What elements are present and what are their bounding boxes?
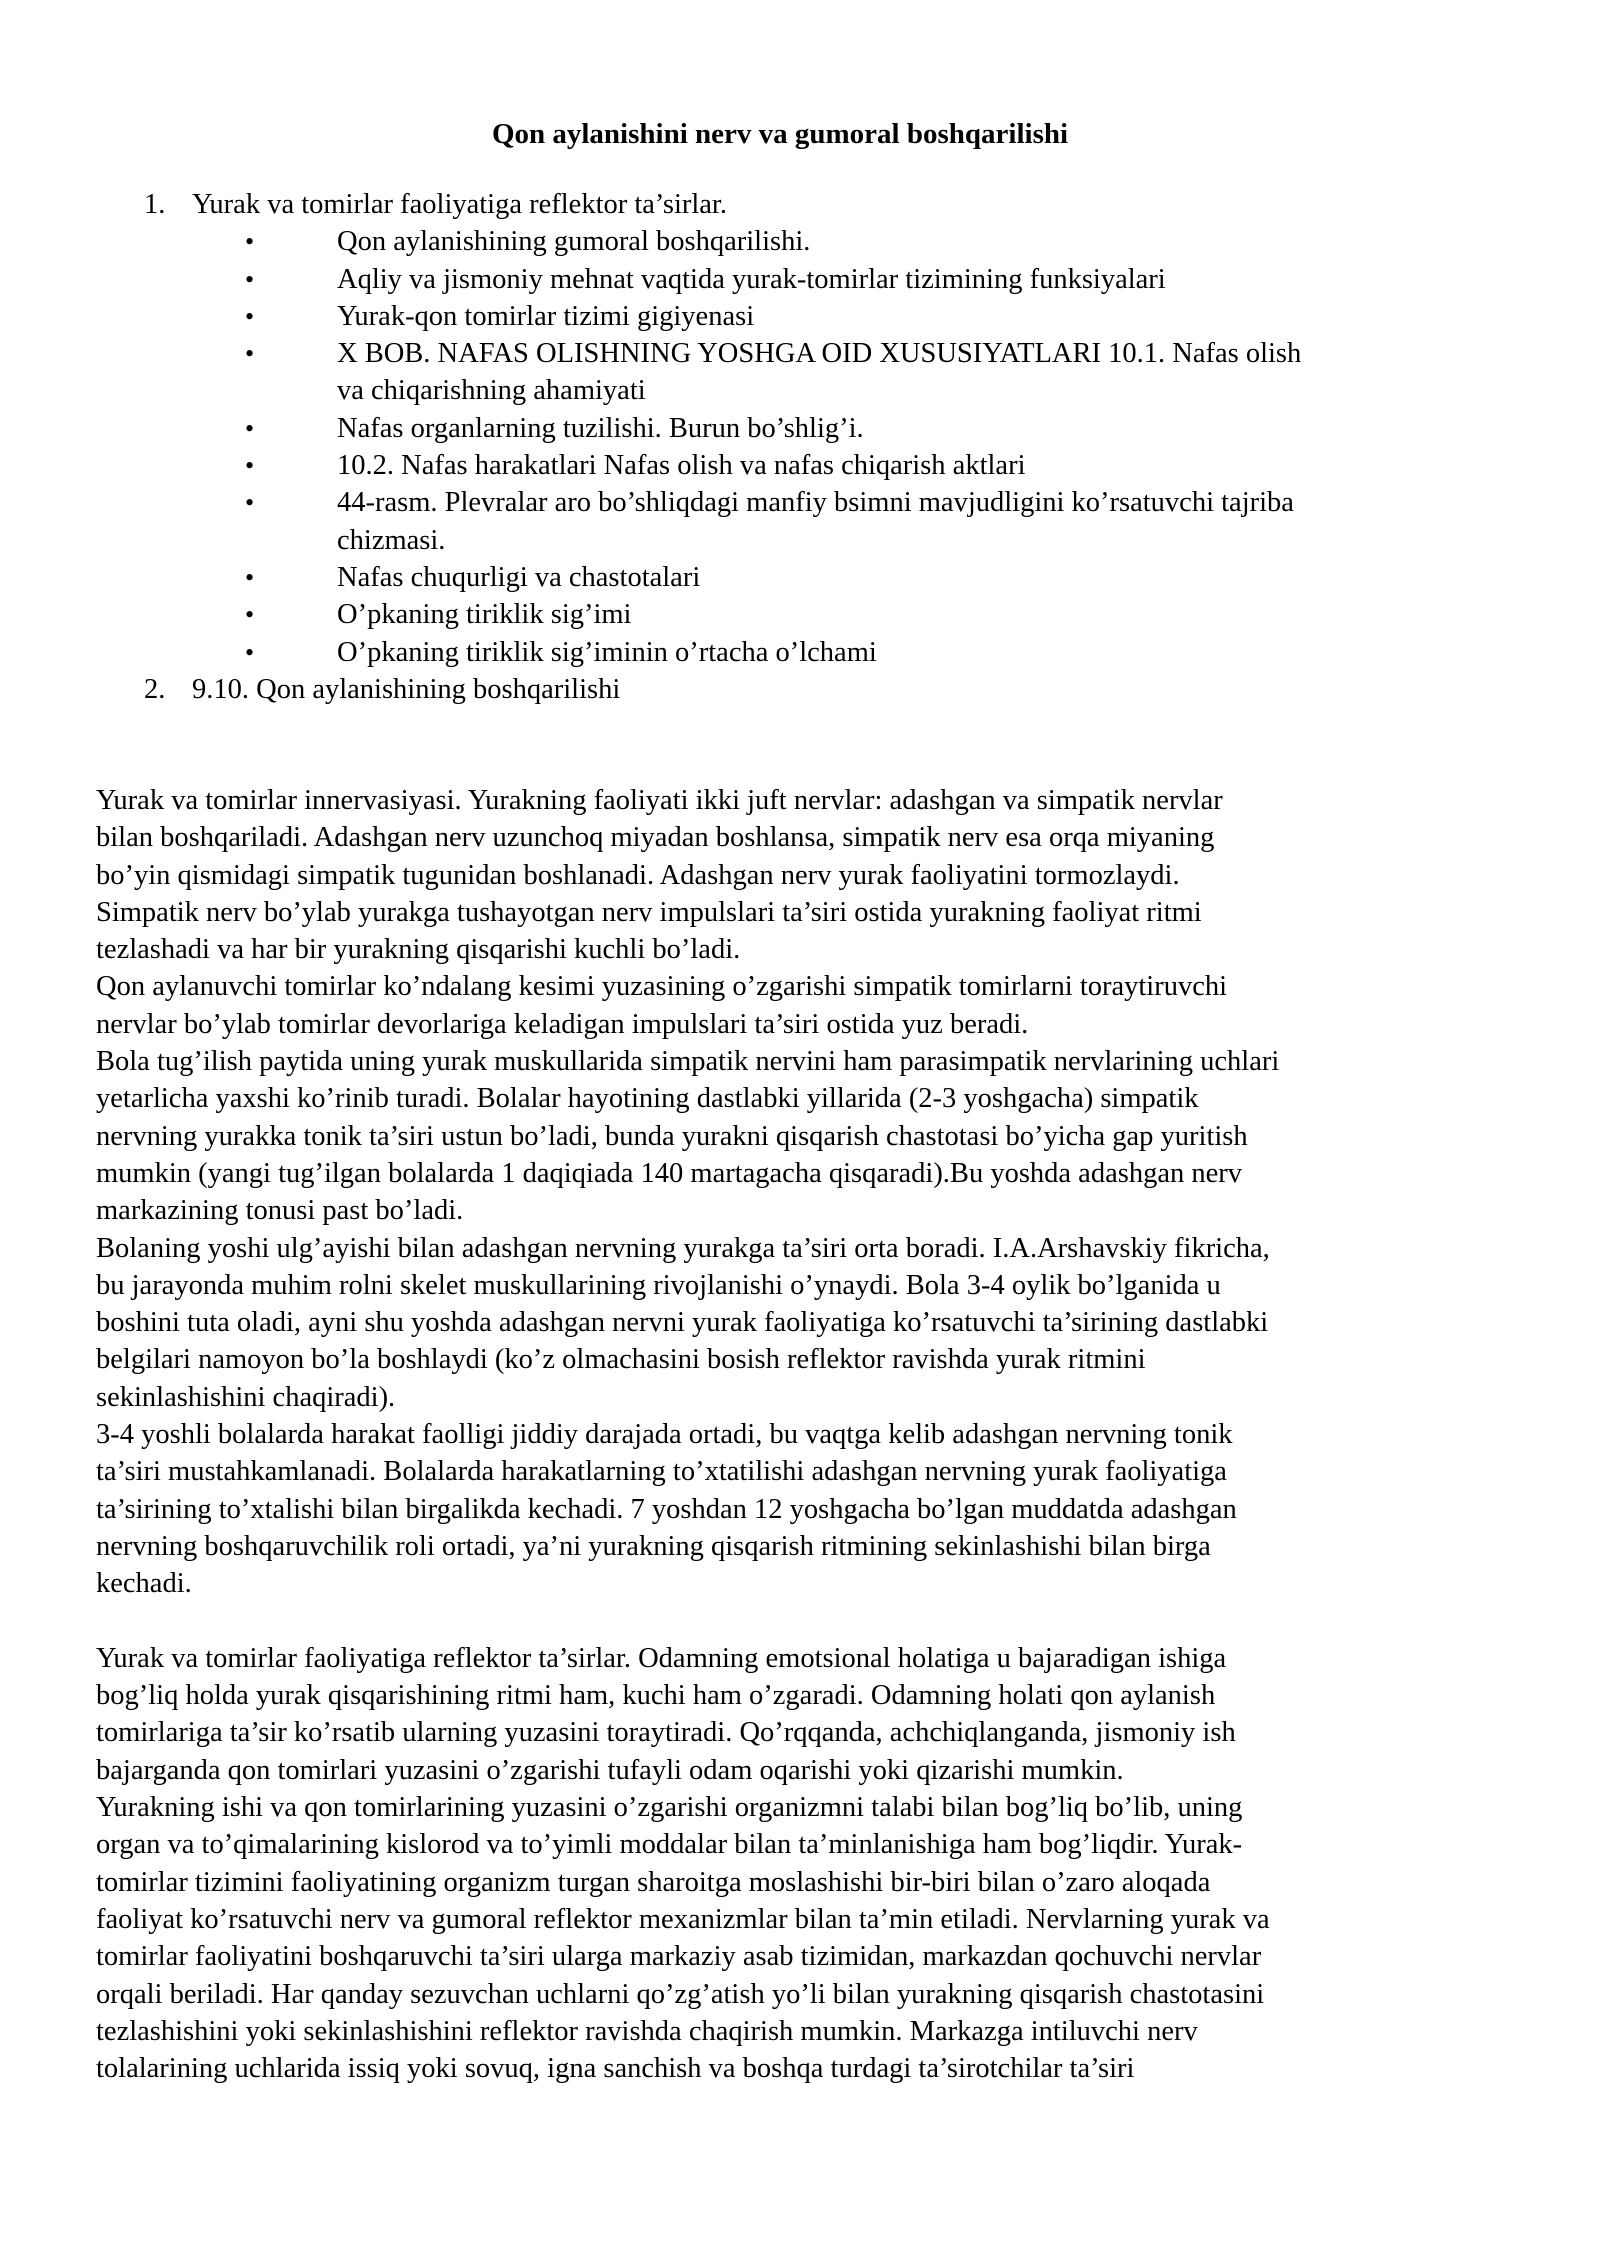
- bullet-icon: •: [245, 227, 255, 257]
- bullet-icon: •: [245, 339, 255, 369]
- bullet-text: 44-rasm. Plevralar aro bo’shliqdagi manfiy bsimni mavjudligini ko’rsatuvchi tajriba chizmasi.: [337, 487, 1294, 556]
- section-gap: [96, 1603, 1566, 1640]
- bullet-text: Nafas organlarning tuzilishi. Burun bo’shlig’i.: [337, 412, 864, 444]
- bullet-text: O’pkaning tiriklik sig’imi: [337, 599, 632, 631]
- bullet-icon: •: [245, 301, 255, 331]
- bullet-text: Qon aylanishining gumoral boshqarilishi.: [337, 226, 811, 258]
- bullet-icon: •: [245, 264, 255, 294]
- body-paragraph: Yurakning ishi va qon tomirlarining yuzasini o’zgarishi organizmni talabi bilan bog’liq bo’lib, uning organ va to’qimalarining kislorod va to’yimli moddalar bilan ta’minlanishiga ham bog’liqdir. Yurak- tomirlar tizimini faoliyatining organizm turgan sharoitga moslashishi bir-biri bilan o’zaro aloqada faoliyat ko’rsatuvchi nerv va gumoral reflektor mexanizmlar bilan ta’min etiladi. Nervlarning yurak va tomirlar faoliyatini boshqaruvchi ta’siri ularga markaziy asab tizimidan, markazdan qochuvchi nervlar orqali beriladi. Har qanday sezuvchan uchlarni qo’zg’atish yo’li bilan yurakning qisqarish chastotasini tezlashishini yoki sekinlashishini reflektor ravishda chaqirish mumkin. Markazga intiluvchi nerv tolalarining uchlarida issiq yoki sovuq, igna sanchish va boshqa turdagi ta’sirotchilar ta’siri: [96, 1792, 1270, 2085]
- bullet-item: [0, 410, 1457, 447]
- bullet-icon: •: [245, 562, 255, 592]
- topic-outline: [0, 186, 1560, 708]
- bullet-icon: •: [245, 600, 255, 630]
- bullet-text: X BOB. NAFAS OLISHNING YOSHGA OID XUSUSIYATLARI 10.1. Nafas olish va chiqarishning ahamiyati: [337, 338, 1302, 407]
- bullet-icon: •: [245, 413, 255, 443]
- outline-item-text: Yurak va tomirlar faoliyatiga reflektor ta’sirlar.: [192, 189, 727, 220]
- bullet-item: [0, 447, 1457, 484]
- outline-item-2: [0, 671, 1560, 708]
- body-text: [96, 782, 1566, 2087]
- bullet-item: [0, 596, 1457, 633]
- body-paragraph: Qon aylanuvchi tomirlar ko’ndalang kesimi yuzasining o’zgarishi simpatik tomirlarni toraytiruvchi nervlar bo’ylab tomirlar devorlariga keladigan impulslari ta’siri ostida yuz beradi.: [96, 971, 1228, 1040]
- outline-item-number: 2.: [144, 673, 166, 705]
- outline-bullet-list: [0, 223, 1560, 671]
- bullet-text: O’pkaning tiriklik sig’iminin o’rtacha o’lchami: [337, 636, 877, 668]
- bullet-item: [0, 298, 1457, 335]
- bullet-text: Nafas chuqurligi va chastotalari: [337, 561, 701, 593]
- body-paragraph: 3-4 yoshli bolalarda harakat faolligi jiddiy darajada ortadi, bu vaqtga kelib adashgan nervning tonik ta’siri mustahkamlanadi. Bolalarda harakatlarning to’xtatilishi adashgan nervning yurak faoliyatiga ta’sirining to’xtalishi bilan birgalikda kechadi. 7 yoshdan 12 yoshgacha bo’lgan muddatda adashgan nervning boshqaruvchilik roli ortadi, ya’ni yurakning qisqarish ritmining sekinlashishi bilan birga kechadi.: [96, 1419, 1237, 1600]
- document-title: Qon aylanishini nerv va gumoral boshqarilishi: [491, 118, 1069, 150]
- body-paragraph: Yurak va tomirlar innervasiyasi. Yurakning faoliyati ikki juft nervlar: adashgan va simpatik nervlar bilan boshqariladi. Adashgan nerv uzunchoq miyadan boshlansa, simpatik nerv esa orqa miyaning bo’yin qismidagi simpatik tugunidan boshlanadi. Adashgan nerv yurak faoliyatini tormozlaydi. Simpatik nerv bo’ylab yurakga tushayotgan nerv impulslari ta’siri ostida yurakning faoliyat ritmi tezlashadi va har bir yurakning qisqarishi kuchli bo’ladi.: [96, 785, 1223, 966]
- body-paragraph: Bola tug’ilish paytida uning yurak muskullarida simpatik nervini ham parasimpatik nervlarining uchlari yetarlicha yaxshi ko’rinib turadi. Bolalar hayotining dastlabki yillarida (2-3 yoshgacha) simpatik nervning yurakka tonik ta’siri ustun bo’ladi, bunda yurakni qisqarish chastotasi bo’yicha gap yuritish mumkin (yangi tug’ilgan bolalarda 1 daqiqiada 140 martagacha qisqaradi).Bu yoshda adashgan nerv markazining tonusi past bo’ladi.: [96, 1046, 1280, 1227]
- bullet-item: [0, 484, 1457, 559]
- bullet-text: 10.2. Nafas harakatlari Nafas olish va nafas chiqarish aktlari: [337, 450, 1026, 482]
- bullet-item: [0, 559, 1457, 596]
- bullet-text: Aqliy va jismoniy mehnat vaqtida yurak-tomirlar tizimining funksiyalari: [337, 263, 1166, 295]
- bullet-icon: •: [245, 488, 255, 518]
- outline-item-1: [0, 186, 1560, 223]
- bullet-icon: •: [245, 451, 255, 481]
- bullet-item: [0, 223, 1457, 260]
- body-paragraph: Bolaning yoshi ulg’ayishi bilan adashgan nervning yurakga ta’siri orta boradi. I.A.Arshavskiy fikricha, bu jarayonda muhim rolni skelet muskullarining rivojlanishi o’ynaydi. Bola 3-4 oylik bo’lganida u boshini tuta oladi, ayni shu yoshda adashgan nervni yurak faoliyatiga ko’rsatuvchi ta’sirining dastlabki belgilari namoyon bo’la boshlaydi (ko’z olmachasini bosish reflektor ravishda yurak ritmini sekinlashishini chaqiradi).: [96, 1232, 1270, 1413]
- outline-item-text: 9.10. Qon aylanishining boshqarilishi: [192, 673, 621, 705]
- bullet-item: [0, 335, 1457, 410]
- outline-item-number: 1.: [144, 189, 166, 220]
- bullet-icon: •: [245, 637, 255, 667]
- bullet-item: [0, 261, 1457, 298]
- bullet-item: [0, 634, 1457, 671]
- body-paragraph: Yurak va tomirlar faoliyatiga reflektor ta’sirlar. Odamning emotsional holatiga u bajaradigan ishiga bog’liq holda yurak qisqarishining ritmi ham, kuchi ham o’zgaradi. Odamning holati qon aylanish tomirlariga ta’sir ko’rsatib ularning yuzasini toraytiradi. Qo’rqqanda, achchiqlanganda, jismoniy ish bajarganda qon tomirlari yuzasini o’zgarishi tufayli odam oqarishi yoki qizarishi mumkin.: [96, 1642, 1236, 1786]
- bullet-text: Yurak-qon tomirlar tizimi gigiyenasi: [337, 300, 755, 332]
